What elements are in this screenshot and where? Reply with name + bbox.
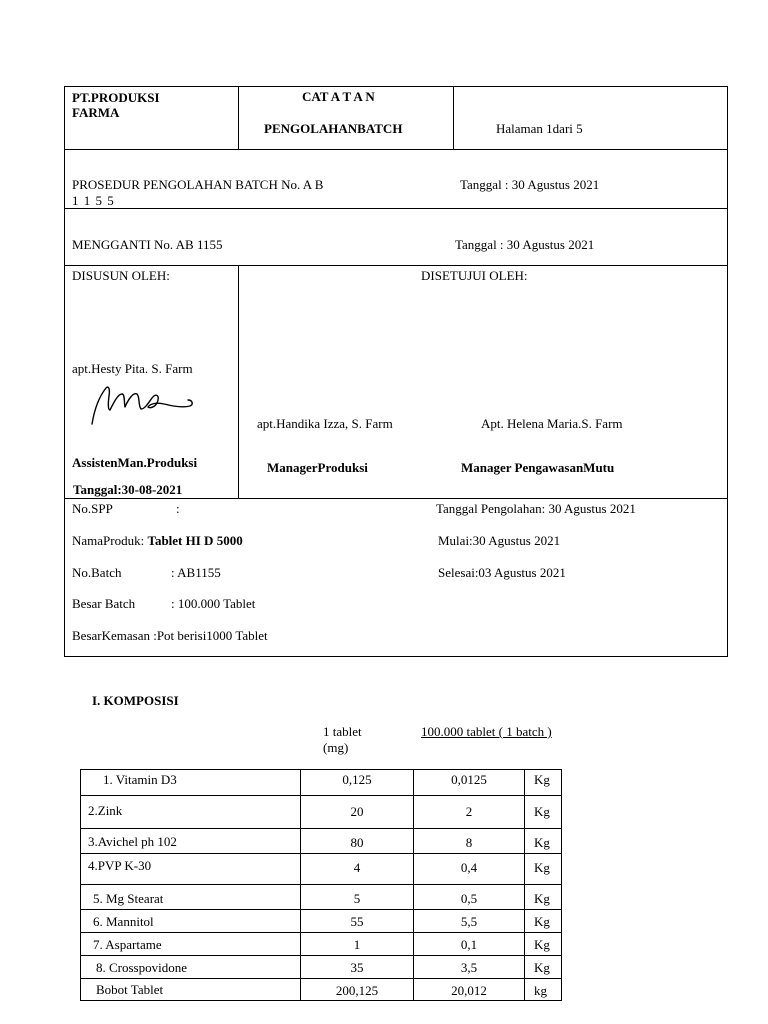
per-tablet-value: 35 xyxy=(350,960,364,975)
approver1-name: apt.Handika Izza, S. Farm xyxy=(257,416,393,431)
procedure-label-line2: 1 1 5 5 xyxy=(72,193,115,208)
batch-number-label: No.Batch xyxy=(72,565,122,580)
approver1-role: ManagerProduksi xyxy=(267,460,368,475)
start-date: Mulai:30 Agustus 2021 xyxy=(438,533,561,548)
per-tablet-value: 20 xyxy=(350,804,364,819)
per-tablet-header-line1: 1 tablet xyxy=(323,724,362,739)
procedure-label-line1: PROSEDUR PENGOLAHAN BATCH No. A B xyxy=(72,177,324,192)
per-batch-value: 0,4 xyxy=(460,860,478,875)
unit: Kg xyxy=(534,937,550,952)
per-batch-value: 20,012 xyxy=(451,983,487,998)
per-batch-value: 0,5 xyxy=(460,891,478,906)
replace-date: Tanggal : 30 Agustus 2021 xyxy=(455,237,595,252)
composition-heading: I. KOMPOSISI xyxy=(92,693,179,708)
packaging-size: BesarKemasan :Pot berisi1000 Tablet xyxy=(72,628,268,643)
spp-colon: : xyxy=(176,501,180,516)
unit: Kg xyxy=(534,772,550,787)
batch-number-value: : AB1155 xyxy=(171,565,221,580)
per-batch-value: 0,1 xyxy=(460,937,478,952)
ingredient-name: 8. Crosspovidone xyxy=(96,960,187,975)
company-name-line2: FARMA xyxy=(72,105,120,120)
ingredient-name: 1. Vitamin D3 xyxy=(103,772,177,787)
spp-label: No.SPP xyxy=(72,501,113,516)
approved-by-label: DISETUJUI OLEH: xyxy=(421,268,528,283)
per-batch-value: 3,5 xyxy=(460,960,478,975)
per-tablet-value: 4 xyxy=(353,860,361,875)
per-batch-header: 100.000 tablet ( 1 batch ) xyxy=(421,724,552,739)
ingredient-name: 7. Aspartame xyxy=(93,937,162,952)
per-tablet-value: 200,125 xyxy=(335,983,379,998)
per-tablet-value: 80 xyxy=(350,835,364,850)
preparer-date: Tanggal:30-08-2021 xyxy=(73,482,183,497)
unit: Kg xyxy=(534,835,550,850)
approver2-name: Apt. Helena Maria.S. Farm xyxy=(481,416,623,431)
ingredient-name: 6. Mannitol xyxy=(93,914,154,929)
procedure-date: Tanggal : 30 Agustus 2021 xyxy=(460,177,600,192)
per-batch-value: 8 xyxy=(465,835,473,850)
per-tablet-value: 0,125 xyxy=(342,772,372,787)
preparer-name: apt.Hesty Pita. S. Farm xyxy=(72,361,193,376)
replace-label: MENGGANTI No. AB 1155 xyxy=(72,237,223,252)
per-tablet-value: 1 xyxy=(353,937,361,952)
prepared-by-label: DISUSUN OLEH: xyxy=(72,268,170,283)
company-name-line1: PT.PRODUKSI xyxy=(72,90,160,105)
per-batch-value: 0,0125 xyxy=(451,772,487,787)
ingredient-name: 4.PVP K-30 xyxy=(88,858,152,873)
ingredient-name: 2.Zink xyxy=(88,803,123,818)
preparer-signature xyxy=(86,380,198,428)
finish-date: Selesai:03 Agustus 2021 xyxy=(438,565,566,580)
batch-size-value: : 100.000 Tablet xyxy=(171,596,256,611)
page-number: Halaman 1dari 5 xyxy=(496,121,583,136)
ingredient-name: 3.Avichel ph 102 xyxy=(88,834,177,849)
per-batch-value: 5,5 xyxy=(460,914,478,929)
document-title-line2: PENGOLAHANBATCH xyxy=(264,121,403,136)
processing-date: Tanggal Pengolahan: 30 Agustus 2021 xyxy=(436,501,636,516)
unit: Kg xyxy=(534,891,550,906)
ingredient-name: 5. Mg Stearat xyxy=(93,891,164,906)
unit: Kg xyxy=(534,960,550,975)
per-batch-value: 2 xyxy=(465,804,473,819)
ingredient-name: Bobot Tablet xyxy=(96,982,164,997)
document-title-line1: CAT A T A N xyxy=(302,89,375,104)
per-tablet-value: 55 xyxy=(350,914,364,929)
unit: Kg xyxy=(534,804,550,819)
batch-size-label: Besar Batch xyxy=(72,596,136,611)
per-tablet-header-line2: (mg) xyxy=(323,740,349,755)
per-tablet-value: 5 xyxy=(353,891,361,906)
unit: kg xyxy=(534,983,547,998)
product-label: NamaProduk: xyxy=(72,533,148,548)
unit: Kg xyxy=(534,914,550,929)
preparer-role: AssistenMan.Produksi xyxy=(72,455,198,470)
unit: Kg xyxy=(534,860,550,875)
product-value: Tablet HI D 5000 xyxy=(147,533,243,548)
approver2-role: Manager PengawasanMutu xyxy=(461,460,615,475)
product-row xyxy=(72,533,243,548)
